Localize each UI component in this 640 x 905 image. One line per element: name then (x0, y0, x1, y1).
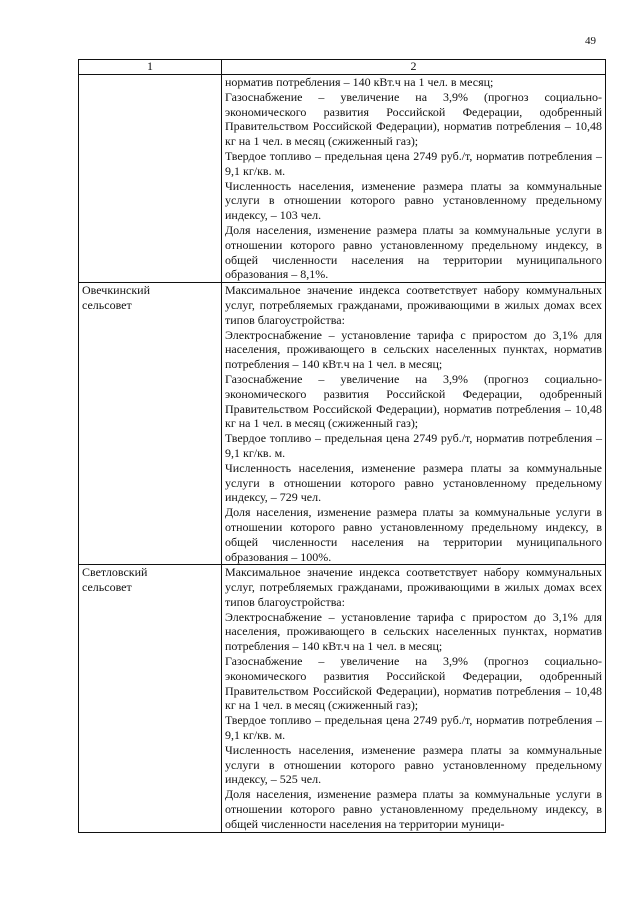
municipality-name-line: сельсовет (82, 297, 132, 312)
description-paragraph: Максимальное значение индекса соответствует набору коммунальных услуг, потребляемых гражданами, проживающими в жилых домах всех типов благоустройства: (225, 565, 602, 609)
data-table (78, 59, 606, 833)
table-body (79, 75, 606, 833)
description-paragraph: Численность населения, изменение размера платы за коммунальные услуги в отношении которого равно установленному предельному индексу, – 525 чел. (225, 742, 602, 787)
description-cell (222, 75, 606, 283)
description-paragraph: Газоснабжение – увеличение на 3,9% (прогноз социально-экономического развития Российской Федерации, одобренный Правительством Российской Федерации), норматив потребления – 10,48 кг на 1 чел. в месяц (сжиженный газ); (225, 654, 602, 713)
column-header-2: 2 (222, 60, 606, 75)
description-paragraph: норматив потребления – 140 кВт.ч на 1 чел. в месяц; (225, 75, 494, 89)
description-paragraph: Электроснабжение – установление тарифа с приростом до 3,1% для населения, проживающего в сельских населенных пунктах, норматив потребления – 140 кВт.ч на 1 чел. в месяц; (225, 327, 602, 372)
description-paragraph: Твердое топливо – предельная цена 2749 руб./т, норматив потребления – 9,1 кг/кв. м. (225, 713, 602, 743)
description-paragraph: Численность населения, изменение размера платы за коммунальные услуги в отношении которого равно установленному предельному индексу, – 729 чел. (225, 460, 602, 505)
description-paragraph: Доля населения, изменение размера платы за коммунальные услуги в отношении которого равно установленному предельному индексу, в общей численности населения на территории муниципального образования – 8,1%. (225, 222, 602, 282)
description-paragraph: Доля населения, изменение размера платы за коммунальные услуги в отношении которого равно установленному предельному индексу, в общей численности населения на территории муниципального образования – 100%. (225, 505, 602, 564)
municipality-name-line: сельсовет (82, 580, 132, 595)
page-number: 49 (585, 35, 596, 47)
column-header-1: 1 (79, 60, 222, 75)
description-paragraph: Доля населения, изменение размера платы за коммунальные услуги в отношении которого равно установленному предельному индексу, в общей численности населения на территории муници- (225, 787, 602, 831)
table-header-row (79, 60, 606, 75)
description-paragraph: Твердое топливо – предельная цена 2749 руб./т, норматив потребления – 9,1 кг/кв. м. (225, 148, 602, 178)
description-cell (222, 283, 606, 565)
description-paragraph: Численность населения, изменение размера платы за коммунальные услуги в отношении которого равно установленному предельному индексу, – 103 чел. (225, 178, 602, 223)
municipality-name-line: Светловский (82, 565, 148, 580)
municipality-name-cell (79, 283, 222, 565)
description-paragraph: Электроснабжение – установление тарифа с приростом до 3,1% для населения, проживающего в сельских населенных пунктах, норматив потребления – 140 кВт.ч на 1 чел. в месяц; (225, 609, 602, 654)
table-row (79, 565, 606, 832)
table-row (79, 75, 606, 283)
description-cell (222, 565, 606, 832)
municipality-name-cell (79, 75, 222, 283)
municipality-name-line: Овечкинский (82, 283, 150, 298)
description-paragraph: Максимальное значение индекса соответствует набору коммунальных услуг, потребляемых гражданами, проживающими в жилых домах всех типов благоустройства: (225, 283, 602, 327)
description-paragraph: Твердое топливо – предельная цена 2749 руб./т, норматив потребления – 9,1 кг/кв. м. (225, 431, 602, 460)
municipality-name-cell (79, 565, 222, 832)
table-row (79, 283, 606, 565)
description-paragraph: Газоснабжение – увеличение на 3,9% (прогноз социально-экономического развития Российской Федерации, одобренный Правительством Российской Федерации), норматив потребления – 10,48 кг на 1 чел. в месяц (сжиженный газ); (225, 371, 602, 431)
description-paragraph: Газоснабжение – увеличение на 3,9% (прогноз социально-экономического развития Российской Федерации, одобренный Правительством Российской Федерации), норматив потребления – 10,48 кг на 1 чел. в месяц (сжиженный газ); (225, 89, 602, 149)
